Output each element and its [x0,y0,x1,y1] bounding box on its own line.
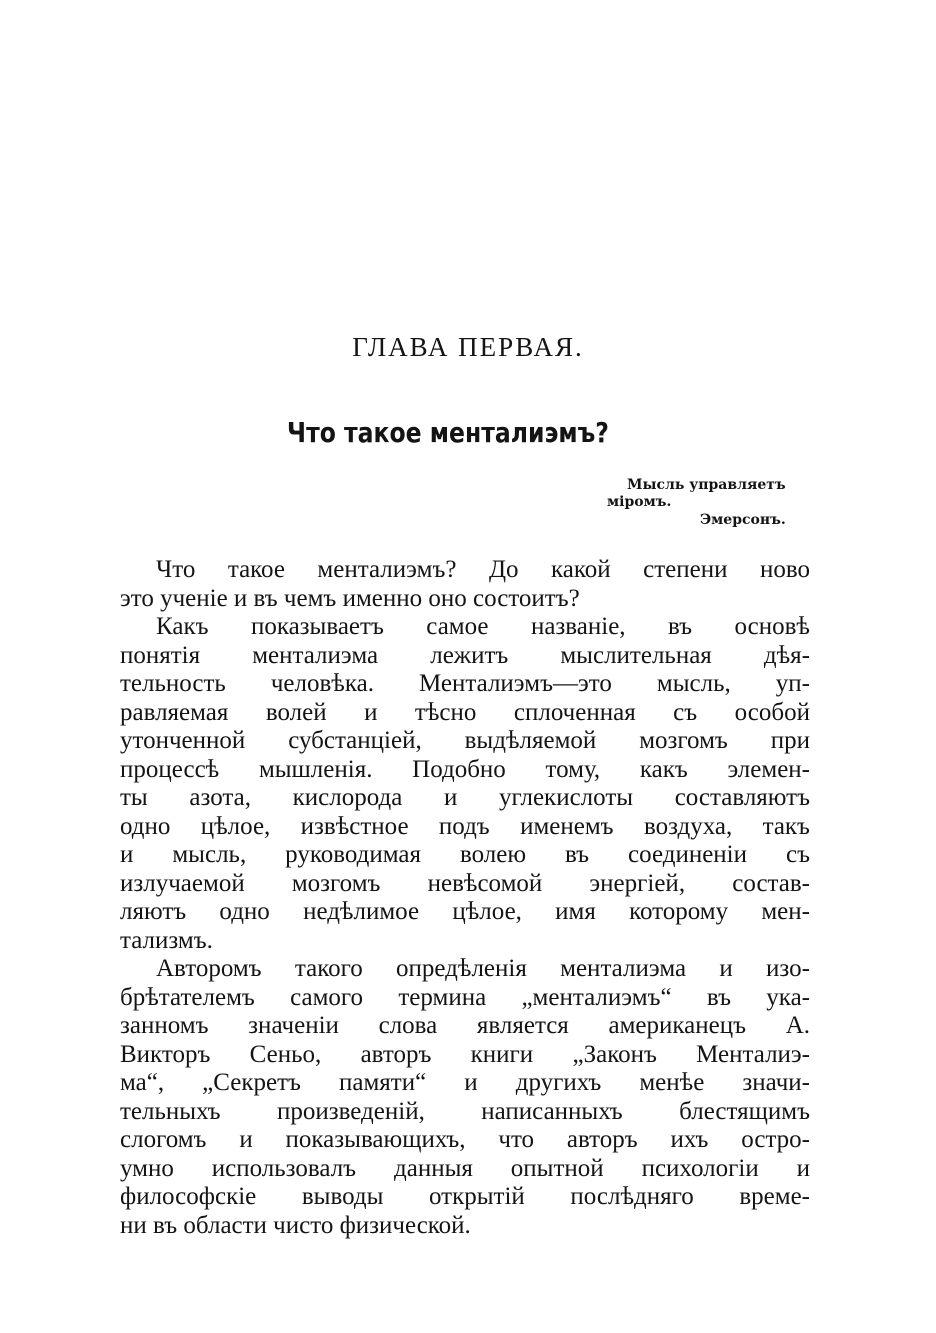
text-line: равляемая волей и тѣсно сплоченная съ особой [120,698,810,726]
text-line: брѣтателемъ самого термина „менталиэмъ“ въ ука- [120,983,810,1011]
text-line: это ученіе и въ чемъ именно оно состоитъ? [120,584,580,612]
epigraph-line-1: Мысль управляетъ [627,477,786,493]
text-line: понятія менталиэма лежитъ мыслительная дѣя- [120,641,810,669]
text-line: тельныхъ произведеній, написанныхъ блестящимъ [120,1097,810,1125]
text-line: ни въ области чисто физической. [120,1211,471,1239]
text-line: утонченной субстанціей, выдѣляемой мозгомъ при [120,727,810,754]
text-line: излучаемой мозгомъ невѣсомой энергіей, состав- [120,869,810,897]
epigraph-author: Эмерсонъ. [700,512,786,528]
text-line: философскіе выводы открытій послѣдняго време- [120,1183,810,1210]
text-line: ма“, „Секретъ памяти“ и другихъ менѣе значи- [120,1069,810,1096]
epigraph-line-2: міромъ. [607,494,672,510]
text-line: Что такое менталиэмъ? До какой степени ново [156,556,810,583]
chapter-title: Что такое менталиэмъ? [287,416,609,449]
text-line: ты азота, кислорода и углекислоты составляютъ [120,784,810,811]
text-line: Викторъ Сеньо, авторъ книги „Законъ Менталиэ- [120,1040,810,1068]
text-line: умно использовалъ данныя опытной психологіи и [120,1154,810,1182]
text-line: занномъ значеніи слова является американецъ А. [120,1012,810,1039]
text-line: тельность человѣка. Менталиэмъ—это мысль, уп- [120,670,810,697]
text-line: ляютъ одно недѣлимое цѣлое, имя которому мен- [120,898,810,925]
text-line: одно цѣлое, извѣстное подъ именемъ воздуха, такъ [120,812,810,840]
text-line: и мысль, руководимая волею въ соединеніи съ [120,841,810,868]
text-line: Какъ показываетъ самое названіе, въ основѣ [156,613,810,640]
text-line: слогомъ и показывающихъ, что авторъ ихъ остро- [120,1126,810,1153]
text-line: Авторомъ такого опредѣленія менталиэма и изо- [156,955,810,982]
chapter-heading: ГЛАВА ПЕРВАЯ. [352,332,584,362]
body-text [120,556,810,1240]
text-line: тализмъ. [120,926,213,954]
text-line: процессѣ мышленія. Подобно тому, какъ элемен- [120,755,810,783]
